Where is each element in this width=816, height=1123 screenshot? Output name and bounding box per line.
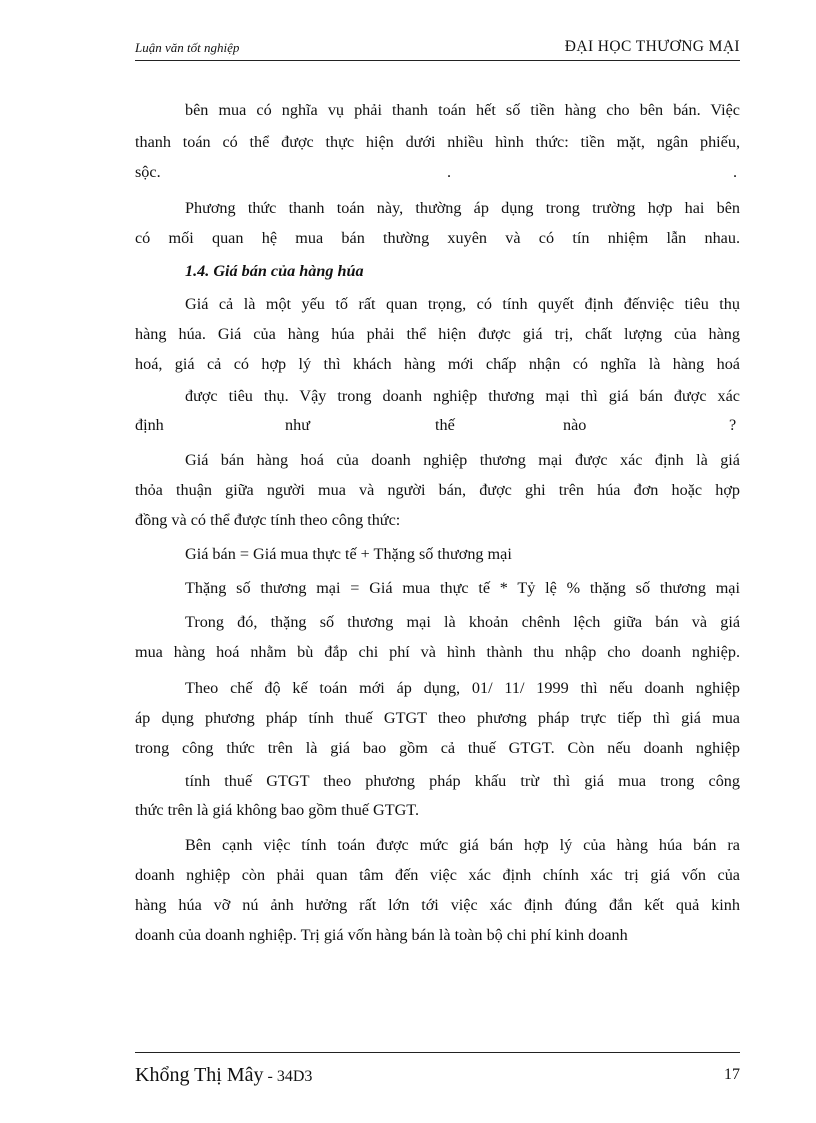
paragraph-line: Theo chế độ kế toán mới áp dụng, 01/ 11/ 1999 thì nếu doanh nghiệp (185, 679, 740, 697)
paragraph-line: thức trên là giá không bao gồm thuế GTGT. (135, 801, 420, 819)
author-name: Khổng Thị Mây (135, 1064, 264, 1086)
author-class: - 34D3 (263, 1068, 313, 1085)
paragraph-line: tính thuế GTGT theo phương pháp khấu trừ thì giá mua trong công (185, 772, 740, 790)
paragraph-line: được tiêu thụ. Vậy trong doanh nghiệp thương mại thì giá bán được xác (185, 387, 740, 405)
word: định (135, 416, 164, 434)
paragraph-line-text: sộc. (135, 163, 161, 181)
paragraph-line (135, 157, 740, 187)
page-header (135, 38, 740, 60)
word: thế (435, 416, 455, 434)
formula-line: Thặng số thương mại = Giá mua thực tế * Tỷ lệ % thặng số thương mại (185, 579, 740, 597)
section-heading: 1.4. Giá bán của hàng húa (185, 262, 364, 280)
header-thesis-label: Luận văn tốt nghiệp (135, 40, 240, 55)
paragraph-line: có mối quan hệ mua bán thường xuyên và có tín nhiệm lẫn nhau. (135, 229, 740, 247)
header-university: ĐẠI HỌC THƯƠNG MẠI (564, 38, 740, 55)
word: như (285, 416, 310, 434)
paragraph-line: bên mua có nghĩa vụ phải thanh toán hết số tiền hàng cho bên bán. Việc (185, 101, 740, 119)
paragraph-line: áp dụng phương pháp tính thuế GTGT theo phương pháp trực tiếp thì giá mua (135, 709, 740, 727)
word: nào (563, 416, 587, 434)
paragraph-line: thỏa thuận giữa người mua và người bán, được ghi trên húa đơn hoặc hợp (135, 481, 740, 499)
paragraph-line: đồng và có thể được tính theo công thức: (135, 511, 401, 529)
paragraph-line: trong công thức trên là giá bao gồm cả thuế GTGT. Còn nếu doanh nghiệp (135, 739, 740, 757)
paragraph-line: hàng húa vỡ nú ảnh hưởng rất lớn tới việc xác định đúng đắn kết quả kinh (135, 896, 740, 914)
paragraph-line: Trong đó, thặng số thương mại là khoản chênh lệch giữa bán và giá (185, 613, 740, 631)
paragraph-line: hoá, giá cả có hợp lý thì khách hàng mới chấp nhận có nghĩa là hàng hoá (135, 355, 740, 373)
paragraph-line: mua hàng hoá nhằm bù đắp chi phí và hình thành thu nhập cho doanh nghiệp. (135, 643, 740, 661)
footer-author (135, 1064, 312, 1087)
word: ? (729, 416, 737, 434)
paragraph-line: doanh của doanh nghiệp. Trị giá vốn hàng bán là toàn bộ chi phí kinh doanh (135, 926, 628, 944)
stray-dot: . (447, 163, 452, 181)
footer-divider (135, 1052, 740, 1053)
paragraph-line: Giá cả là một yếu tố rất quan trọng, có tính quyết định đếnviệc tiêu thụ (185, 295, 740, 313)
header-divider (135, 60, 740, 61)
paragraph-line: Bên cạnh việc tính toán được mức giá bán hợp lý của hàng húa bán ra (185, 836, 740, 854)
paragraph-line: Giá bán hàng hoá của doanh nghiệp thương mại được xác định là giá (185, 451, 740, 469)
paragraph-line: doanh nghiệp còn phải quan tâm đến việc xác định chính xác trị giá vốn của (135, 866, 740, 884)
paragraph-line: thanh toán có thể được thực hiện dưới nhiều hình thức: tiền mặt, ngân phiếu, (135, 133, 740, 151)
page-number: 17 (724, 1066, 740, 1083)
paragraph-line: hàng húa. Giá của hàng húa phải thể hiện được giá trị, chất lượng của hàng (135, 325, 740, 343)
paragraph-line: Phương thức thanh toán này, thường áp dụng trong trường hợp hai bên (185, 199, 740, 217)
paragraph-line (135, 410, 740, 440)
stray-dot: . (733, 163, 738, 181)
formula-line: Giá bán = Giá mua thực tế + Thặng số thương mại (185, 545, 512, 563)
